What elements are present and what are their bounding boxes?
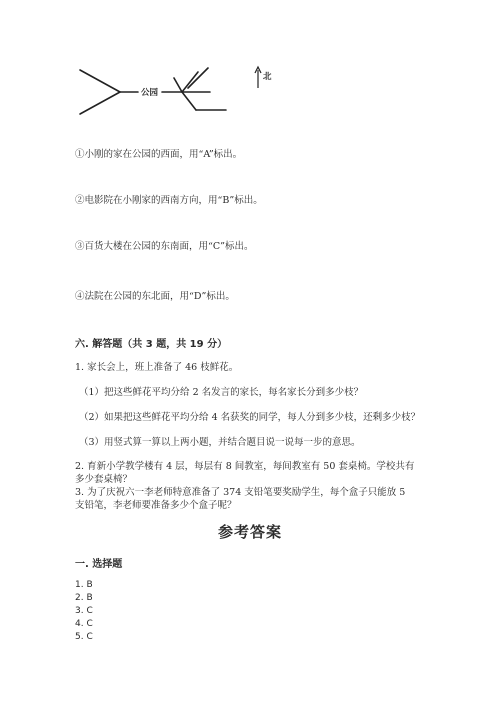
answer-item: 4. C bbox=[75, 619, 93, 629]
task-b: ②电影院在小刚家的西南方向，用“B”标出。 bbox=[75, 195, 263, 206]
task-c: ③百货大楼在公园的东南面，用“C”标出。 bbox=[75, 241, 254, 252]
park-map-diagram bbox=[0, 0, 500, 130]
west-road-lower-branch bbox=[80, 92, 120, 114]
question-1-part-2: （2）如果把这些鲜花平均分给 4 名获奖的同学，每人分到多少枝，还剩多少枝？ bbox=[79, 412, 421, 423]
park-label: 公园 bbox=[141, 88, 159, 98]
answer-item: 1. B bbox=[75, 580, 93, 590]
question-3-line-1: 3. 为了庆祝六一李老师特意准备了 374 支铅笔要奖励学生，每个盒子只能放 5 bbox=[75, 487, 406, 498]
question-1: 1. 家长会上，班上准备了 46 枝鲜花。 bbox=[75, 362, 239, 373]
sw-branch bbox=[174, 78, 182, 92]
west-road-upper-branch bbox=[80, 70, 120, 92]
question-2-line-1: 2. 育新小学教学楼有 4 层，每层有 8 间教室，每间教室有 50 套桌椅。学校共有 bbox=[75, 461, 415, 472]
north-label: 北 bbox=[263, 72, 272, 82]
question-1-part-1: （1）把这些鲜花平均分给 2 名发言的家长，每名家长分到多少枝？ bbox=[79, 387, 364, 398]
answers-title: 参考答案 bbox=[218, 523, 283, 541]
answer-item: 2. B bbox=[75, 593, 93, 603]
task-d: ④法院在公园的东北面，用“D”标出。 bbox=[75, 291, 235, 302]
answer-item: 3. C bbox=[75, 606, 93, 616]
section-6-title: 六. 解答题（共 3 题，共 19 分） bbox=[75, 339, 228, 350]
answers-section-1: 一. 选择题 bbox=[75, 559, 123, 570]
answer-item: 5. C bbox=[75, 632, 93, 642]
question-3-line-2: 支铅笔，李老师要准备多少个盒子呢？ bbox=[75, 500, 237, 511]
task-a: ①小刚的家在公园的西面，用“A”标出。 bbox=[75, 149, 243, 160]
question-2-line-2: 多少套桌椅？ bbox=[75, 474, 133, 485]
ne-road-2 bbox=[188, 68, 208, 88]
question-1-part-3: （3）用竖式算一算以上两小题，并结合题目说一说每一步的意思。 bbox=[79, 437, 361, 448]
ne-road-1 bbox=[182, 72, 198, 92]
se-road-1 bbox=[182, 92, 196, 110]
